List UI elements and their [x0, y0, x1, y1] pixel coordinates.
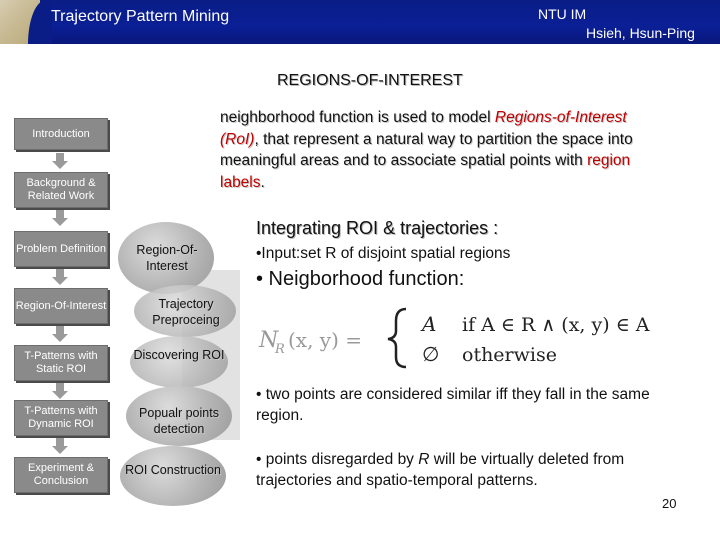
step-label-discovering: Discovering ROI — [133, 348, 225, 362]
formula-case2-value: ∅ — [422, 342, 440, 366]
bullet-similar: • two points are considered similar iff they fall in the same region. — [256, 386, 650, 424]
nav-arrow-icon — [52, 210, 68, 226]
nav-item-label: T-Patterns with Dynamic ROI — [24, 405, 98, 430]
nav-item-label: Region-Of-Interest — [15, 299, 107, 312]
header-bar — [0, 0, 720, 44]
nav-item-label: T-Patterns with Static ROI — [24, 350, 98, 375]
step-label-roi: Region-Of-Interest — [136, 243, 198, 273]
intro-text-2: , that represent a natural way to partition the space into meaningful areas and to associate spatial points with — [220, 130, 633, 169]
bullet-disregard-r: R — [418, 451, 430, 468]
slide-title: REGIONS-OF-INTEREST — [277, 72, 463, 89]
nav-item-problem-definition[interactable] — [14, 231, 108, 267]
header-org: NTU IM — [538, 6, 587, 22]
intro-paragraph — [220, 107, 660, 193]
neighborhood-formula — [256, 305, 701, 370]
step-label-popular-points: Popualr points detection — [139, 406, 219, 436]
header-author: Hsieh, Hsun-Ping — [586, 25, 695, 41]
bullet-disregard-text-1: • points disregarded by — [256, 451, 419, 468]
nav-item-introduction[interactable] — [14, 118, 108, 150]
nav-item-background[interactable] — [14, 172, 108, 208]
nav-item-label: Introduction — [32, 127, 90, 140]
formula-case2-cond: otherwise — [462, 344, 557, 366]
nav-item-label: Background & Related Work — [26, 177, 96, 202]
nav-item-experiment[interactable] — [14, 457, 108, 493]
header-title: Trajectory Pattern Mining — [51, 8, 230, 25]
nav-arrow-icon — [52, 438, 68, 454]
intro-text-3: . — [260, 173, 265, 191]
page-number: 20 — [662, 496, 677, 511]
nav-arrow-icon — [52, 383, 68, 399]
formula-lhs-sub: R — [275, 342, 285, 357]
nav-arrow-icon — [52, 326, 68, 342]
nav-item-dynamic-roi[interactable] — [14, 400, 108, 436]
formula-case1-value: A — [422, 312, 437, 336]
bullet-disregard-text-2: will be virtually deleted from trajectories and spatio-temporal patterns. — [256, 451, 625, 489]
step-label-roi-construction: ROI Construction — [125, 463, 221, 477]
nav-arrow-icon — [52, 269, 68, 285]
nav-item-label: Experiment & Conclusion — [27, 462, 95, 487]
nav-arrow-icon — [52, 153, 68, 169]
formula-args: (x, y) = — [288, 328, 363, 352]
nav-item-region-of-interest[interactable] — [14, 288, 108, 324]
intro-text-1: neighborhood function is used to model — [220, 109, 495, 126]
section-heading: Integrating ROI & trajectories : — [256, 218, 499, 238]
intro-region-labels: region labels — [220, 152, 631, 191]
step-label-preprocessing: Trajectory Preproceing — [152, 297, 220, 327]
formula-case1-cond: if A ∈ R ∧ (x, y) ∈ A — [462, 314, 650, 336]
nav-item-static-roi[interactable] — [14, 345, 108, 381]
bullet-input: •Input:set R of disjoint spatial regions — [256, 245, 511, 262]
bullet-neighborhood: • Neigborhood function: — [256, 268, 465, 290]
nav-item-label: Problem Definition — [16, 242, 106, 255]
intro-term: Regions-of-Interest (RoI) — [220, 109, 627, 148]
bullet-disregard — [256, 449, 686, 491]
formula-lhs: N — [259, 328, 279, 353]
